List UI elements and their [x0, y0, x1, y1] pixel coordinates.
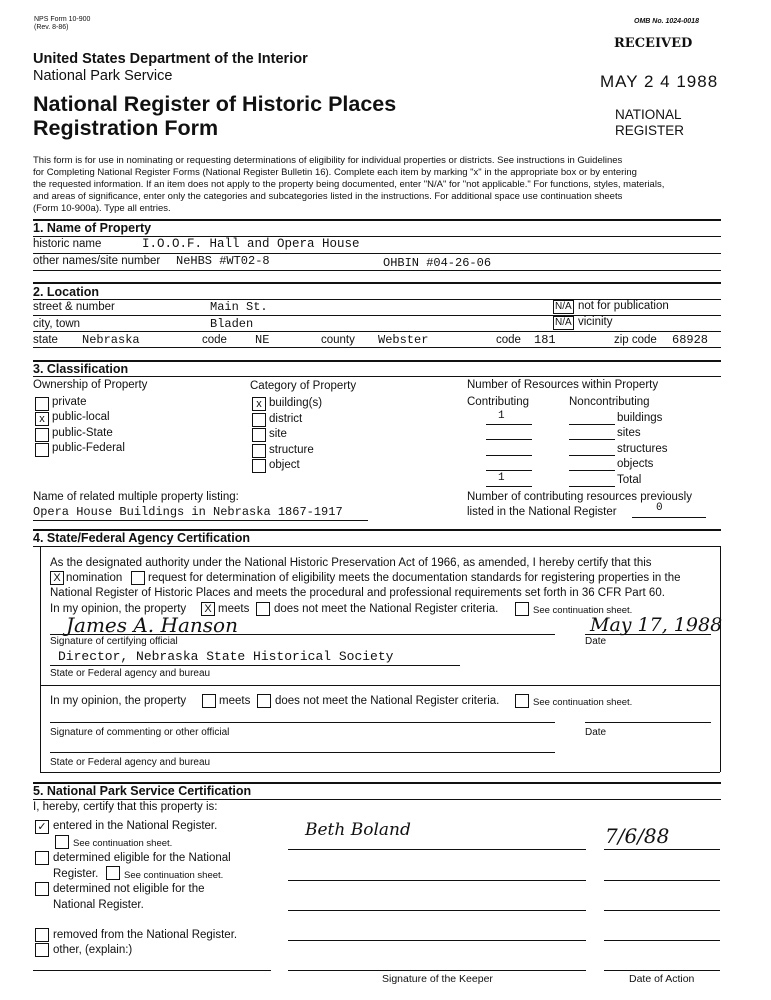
commenting-does-not-meet-checkbox[interactable]: [257, 694, 271, 708]
stamp-national: NATIONAL: [615, 107, 682, 122]
section-2-heading: 2. Location: [33, 285, 99, 299]
state-code-label: code: [202, 334, 227, 346]
does-not-meet-checkbox[interactable]: [256, 602, 270, 616]
category-district-checkbox[interactable]: [252, 413, 266, 427]
historic-name-value[interactable]: I.O.O.F. Hall and Opera House: [142, 237, 360, 251]
category-structure-label: structure: [269, 444, 314, 456]
nomination-checkbox[interactable]: X: [50, 571, 64, 585]
meets-label: meets: [218, 603, 250, 615]
ownership-public-local-checkbox[interactable]: x: [35, 412, 49, 426]
category-object-checkbox[interactable]: [252, 459, 266, 473]
not-eligible-label-2: National Register.: [53, 899, 144, 911]
nps-cert-intro: I, hereby, certify that this property is:: [33, 801, 218, 813]
state-label: state: [33, 334, 58, 346]
entered-checkbox[interactable]: ✓: [35, 820, 49, 834]
noncontributing-heading: Noncontributing: [569, 396, 650, 408]
keeper-signature: Beth Boland: [305, 820, 411, 840]
eligible-see-continuation-label: See continuation sheet.: [124, 870, 224, 881]
vicinity-mark[interactable]: N/A: [555, 317, 572, 328]
meets-checkbox[interactable]: X: [201, 602, 215, 616]
zip-value[interactable]: 68928: [672, 333, 709, 347]
action-date: 7/6/88: [605, 824, 670, 848]
certifying-signature-label: Signature of certifying official: [50, 636, 178, 647]
ownership-public-federal-checkbox[interactable]: [35, 443, 49, 457]
not-eligible-label-1: determined not eligible for the: [53, 883, 205, 895]
related-listing-label: Name of related multiple property listing:: [33, 491, 239, 503]
form-number: NPS Form 10-900 (Rev. 8-86): [34, 16, 91, 31]
previously-listed-value[interactable]: 0: [656, 502, 663, 514]
county-value[interactable]: Webster: [378, 333, 429, 347]
ownership-public-federal-label: public-Federal: [52, 442, 125, 454]
county-code-label: code: [496, 334, 521, 346]
category-structure-checkbox[interactable]: [252, 444, 266, 458]
removed-checkbox[interactable]: [35, 928, 49, 942]
commenting-opinion-prefix: In my opinion, the property: [50, 695, 187, 707]
previously-listed-label-2: listed in the National Register: [467, 506, 617, 518]
form-subtitle: Registration Form: [33, 116, 219, 140]
does-not-meet-label: does not meet the National Register criteria.: [274, 603, 499, 615]
ownership-public-state-checkbox[interactable]: [35, 428, 49, 442]
certifying-date: May 17, 1988: [590, 614, 723, 636]
omb-number: OMB No. 1024-0018: [634, 18, 699, 25]
entered-see-continuation-checkbox[interactable]: [55, 835, 69, 849]
commenting-agency-label: State or Federal agency and bureau: [50, 757, 211, 768]
instructions: This form is for use in nominating or requesting determinations of eligibility for individual properties or districts. See instructions in Guidelines for Completing National Register Forms (National Register Bulletin 16). Complete each item by marking "x" in the appropriate box or by entering the requested information. If an item does not apply to the property being documented, enter "N/A" for "not applicable." For functions, styles, materials, and areas of significance, enter only the categories and subcategories listed in the instructions. For additional space use continuation sheets (Form 10-900a). Type all entries.: [33, 155, 665, 214]
street-label: street & number: [33, 301, 115, 313]
not-for-publication-label: not for publication: [578, 300, 669, 312]
category-buildings-checkbox[interactable]: x: [252, 397, 266, 411]
state-code-value[interactable]: NE: [255, 333, 270, 347]
resources-structures-label: structures: [617, 443, 668, 455]
section-4-heading: 4. State/Federal Agency Certification: [33, 531, 250, 545]
zip-label: zip code: [614, 334, 657, 346]
nomination-label: nomination: [66, 572, 123, 584]
city-value[interactable]: Bladen: [210, 317, 254, 331]
contributing-heading: Contributing: [467, 396, 530, 408]
certifying-date-label: Date: [585, 636, 607, 647]
commenting-see-continuation-checkbox[interactable]: [515, 694, 529, 708]
eligible-label-1: determined eligible for the National: [53, 852, 231, 864]
vicinity-label: vicinity: [578, 316, 613, 328]
category-buildings-label: building(s): [269, 397, 323, 409]
historic-name-label: historic name: [33, 238, 102, 250]
ownership-private-checkbox[interactable]: [35, 397, 49, 411]
category-district-label: district: [269, 413, 303, 425]
section-3-heading: 3. Classification: [33, 362, 129, 376]
see-continuation-checkbox[interactable]: [515, 602, 529, 616]
cert-line-1: As the designated authority under the National Historic Preservation Act of 1966, as amended, I hereby certify that this: [50, 557, 652, 569]
category-site-checkbox[interactable]: [252, 428, 266, 442]
commenting-meets-checkbox[interactable]: [202, 694, 216, 708]
related-listing-value[interactable]: Opera House Buildings in Nebraska 1867-1917: [33, 505, 343, 519]
category-site-label: site: [269, 428, 287, 440]
service-name: National Park Service: [33, 68, 173, 84]
commenting-date-label: Date: [585, 727, 607, 738]
action-date-label: Date of Action: [629, 973, 695, 985]
section-1-heading: 1. Name of Property: [33, 221, 152, 235]
resources-buildings-contrib[interactable]: 1: [498, 410, 505, 422]
opinion-prefix: In my opinion, the property: [50, 603, 187, 615]
category-heading: Category of Property: [250, 380, 357, 392]
commenting-see-continuation-label: See continuation sheet.: [533, 697, 633, 708]
category-object-label: object: [269, 459, 300, 471]
stamp-register: REGISTER: [615, 123, 685, 138]
entered-label: entered in the National Register.: [53, 820, 218, 832]
ownership-public-local-label: public-local: [52, 411, 110, 423]
eligible-label-2: Register.: [53, 868, 99, 880]
ownership-public-state-label: public-State: [52, 427, 113, 439]
form-title: National Register of Historic Places: [33, 92, 397, 116]
eligible-see-continuation-checkbox[interactable]: [106, 866, 120, 880]
ownership-private-label: private: [52, 396, 87, 408]
other-label: other, (explain:): [53, 944, 133, 956]
ownership-heading: Ownership of Property: [33, 379, 148, 391]
request-checkbox[interactable]: [131, 571, 145, 585]
county-label: county: [321, 334, 355, 346]
keeper-signature-label: Signature of the Keeper: [382, 973, 493, 985]
commenting-signature-label: Signature of commenting or other official: [50, 727, 230, 738]
department-name: United States Department of the Interior: [33, 51, 308, 67]
city-label: city, town: [33, 318, 81, 330]
resources-total-contrib[interactable]: 1: [498, 472, 505, 484]
not-eligible-checkbox[interactable]: [35, 882, 49, 896]
other-names-value[interactable]: NeHBS #WT02-8: [176, 254, 270, 268]
stamp-date: MAY 2 4 1988: [600, 72, 719, 91]
entered-see-continuation-label: See continuation sheet.: [73, 838, 173, 849]
other-checkbox[interactable]: [35, 943, 49, 957]
resources-heading: Number of Resources within Property: [467, 379, 659, 391]
resources-sites-label: sites: [617, 427, 641, 439]
commenting-does-not-meet-label: does not meet the National Register criteria.: [275, 695, 500, 707]
other-names-label: other names/site number: [33, 255, 161, 267]
ohbin-value[interactable]: OHBIN #04-26-06: [383, 256, 492, 270]
certifying-signature: James A. Hanson: [66, 613, 238, 637]
commenting-meets-label: meets: [219, 695, 251, 707]
cert-line-3: National Register of Historic Places and meets the procedural and professional requirements set forth in 36 CFR Part 60.: [50, 587, 665, 599]
request-label: request for determination of eligibility meets the documentation standards for registering properties in the: [148, 572, 681, 584]
resources-total-label: Total: [617, 474, 642, 486]
street-value[interactable]: Main St.: [210, 300, 268, 314]
not-for-publication-mark[interactable]: N/A: [555, 301, 572, 312]
resources-objects-label: objects: [617, 458, 654, 470]
county-code-value[interactable]: 181: [534, 333, 556, 347]
certifying-agency-label: State or Federal agency and bureau: [50, 668, 211, 679]
state-value[interactable]: Nebraska: [82, 333, 140, 347]
stamp-received: RECEIVED: [614, 36, 693, 51]
see-continuation-label: See continuation sheet.: [533, 605, 633, 616]
previously-listed-label-1: Number of contributing resources previously: [467, 491, 692, 503]
section-5-heading: 5. National Park Service Certification: [33, 784, 252, 798]
removed-label: removed from the National Register.: [53, 929, 238, 941]
eligible-checkbox[interactable]: [35, 851, 49, 865]
certifying-official-title[interactable]: Director, Nebraska State Historical Society: [58, 649, 394, 664]
resources-buildings-label: buildings: [617, 412, 663, 424]
